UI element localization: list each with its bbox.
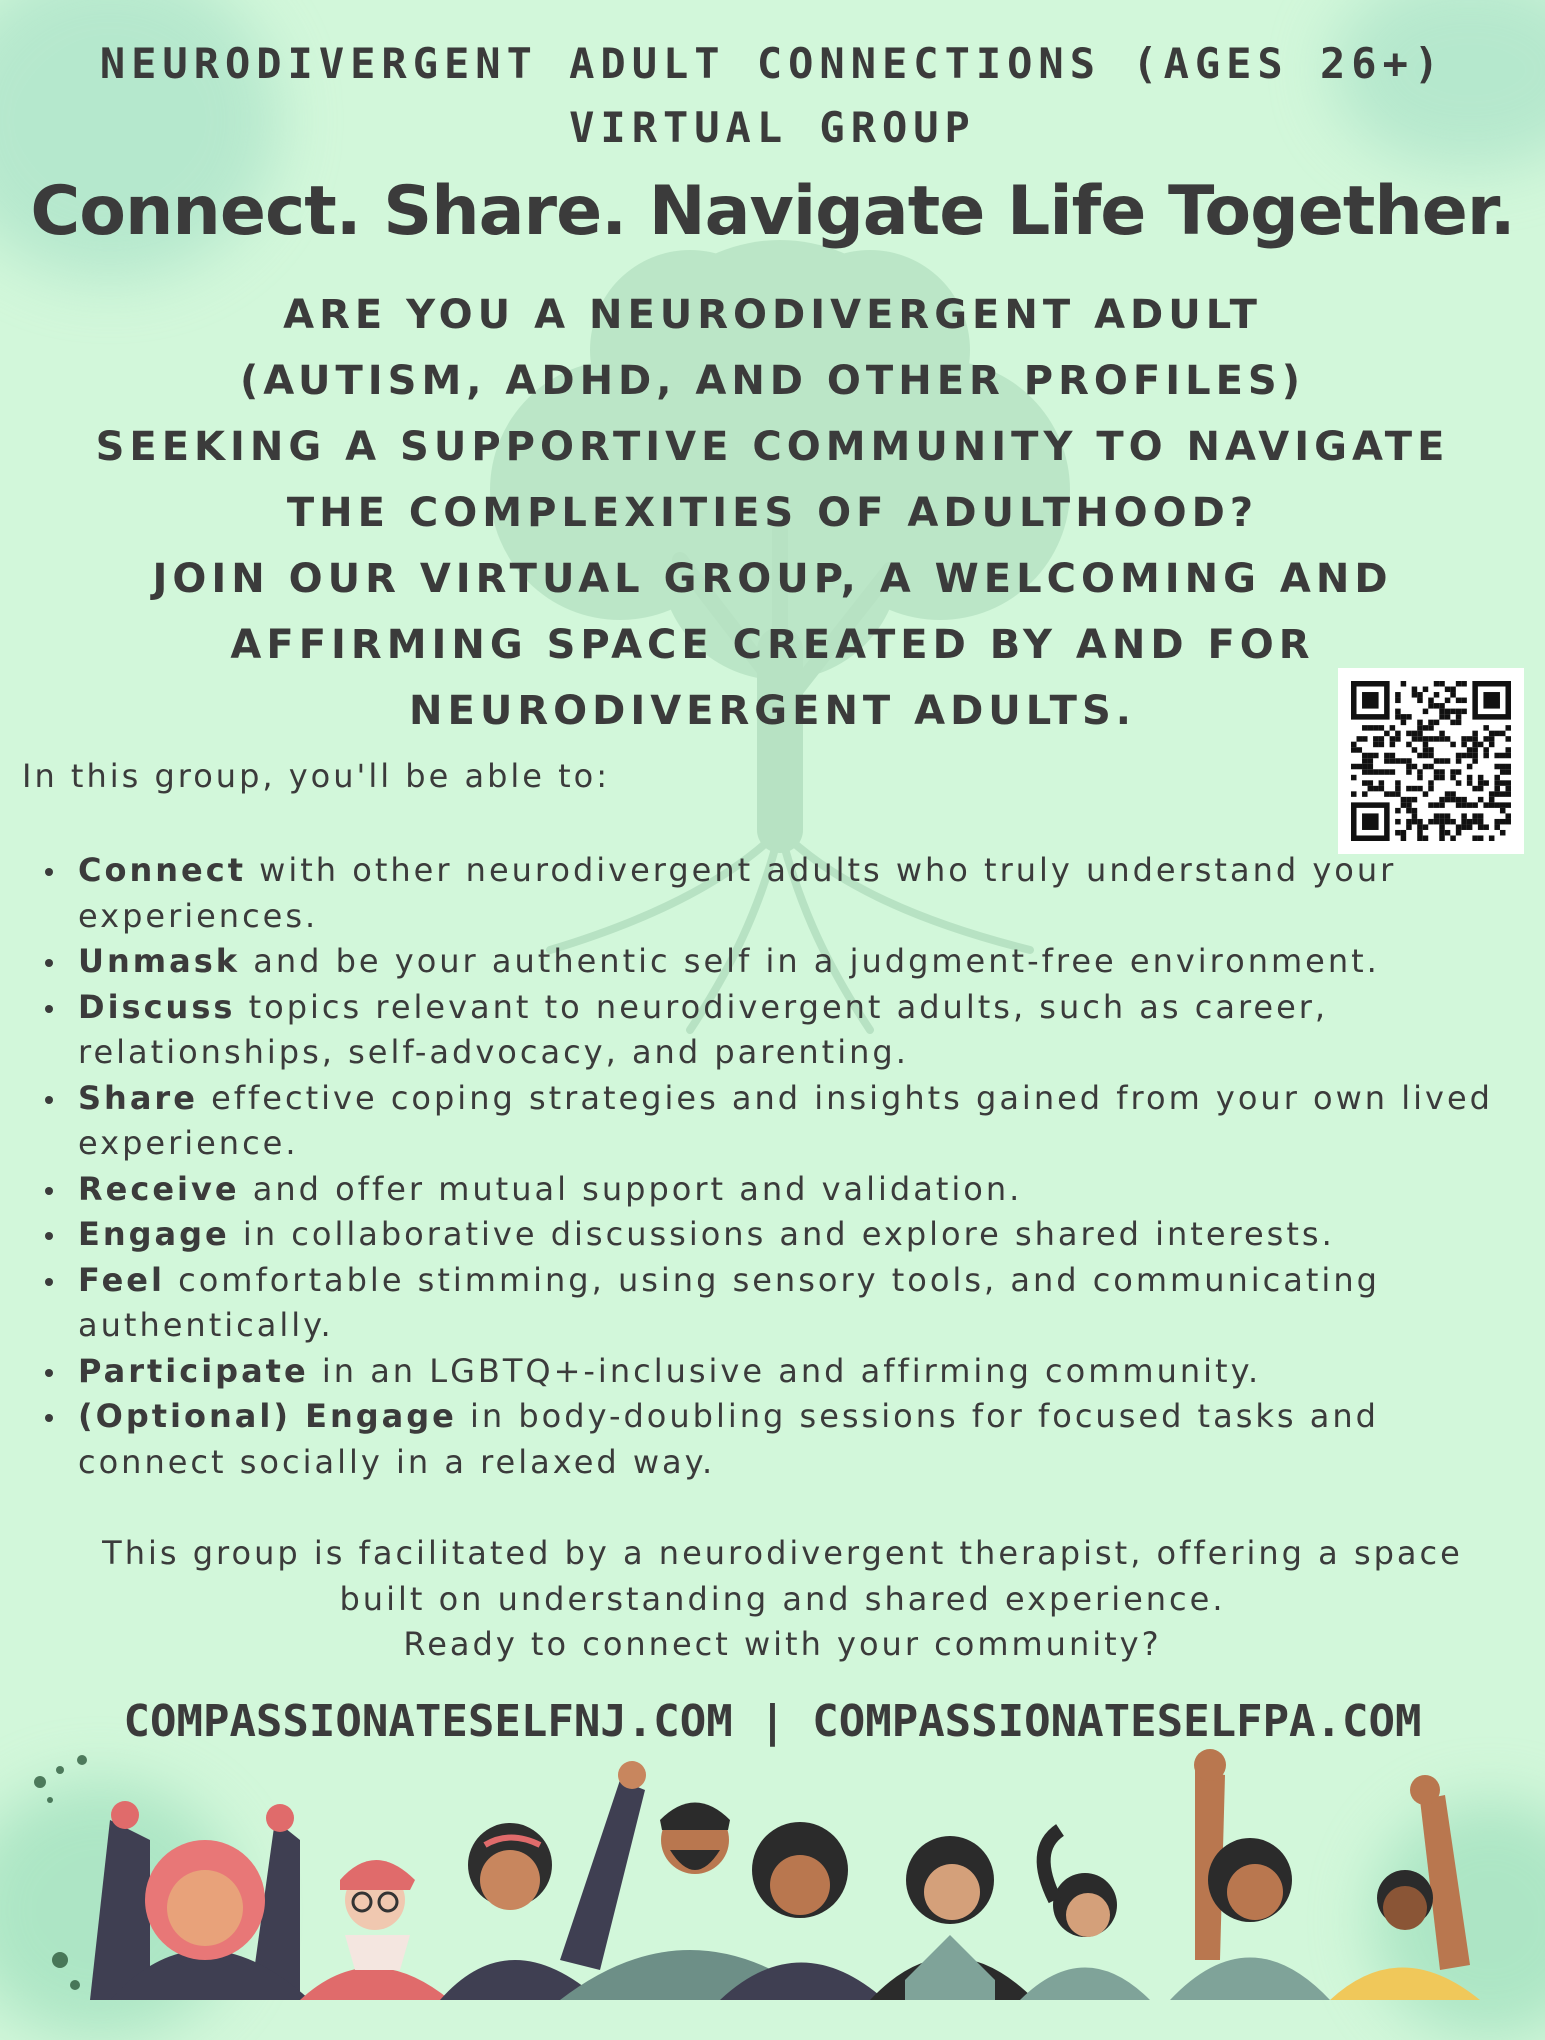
invitation-line: NEURODIVERGENT ADULTS. (409, 688, 1136, 734)
list-item-keyword: Receive (78, 1169, 240, 1208)
list-item-keyword: Participate (78, 1351, 309, 1390)
list-item-text: topics relevant to neurodivergent adults, such as career, relationships, self-advocacy, and parenting. (78, 987, 1329, 1071)
title-line-1: NEURODIVERGENT ADULT CONNECTIONS (AGES 26+) (99, 39, 1446, 88)
benefits-list (78, 848, 1508, 1485)
website-links[interactable]: COMPASSIONATESELFNJ.COM | COMPASSIONATESELFPA.COM (123, 1696, 1422, 1747)
invitation-line: AFFIRMING SPACE CREATED BY AND FOR (230, 622, 1315, 668)
qr-code-icon (1351, 681, 1511, 841)
list-item (78, 1394, 1508, 1485)
list-item (78, 1349, 1508, 1395)
title-line-2: VIRTUAL GROUP (569, 103, 976, 152)
list-item-text: in collaborative discussions and explore shared interests. (229, 1215, 1335, 1253)
tagline: Connect. Share. Navigate Life Together. (30, 172, 1515, 251)
invitation-line: THE COMPLEXITIES OF ADULTHOOD? (286, 490, 1259, 536)
list-item-text: and offer mutual support and validation. (239, 1169, 1023, 1208)
qr-code[interactable] (1338, 668, 1524, 854)
list-item-keyword: Engage (78, 1215, 230, 1253)
page-title (0, 32, 1545, 160)
list-item (78, 1212, 1508, 1258)
list-item (78, 1258, 1508, 1349)
list-item-text: effective coping strategies and insights gained from your own lived experience. (78, 1078, 1493, 1162)
invitation-line: JOIN OUR VIRTUAL GROUP, A WELCOMING AND (152, 556, 1393, 602)
list-item-keyword: Unmask (78, 942, 241, 980)
list-item-keyword: Feel (78, 1260, 165, 1299)
list-item-keyword: Discuss (78, 987, 236, 1026)
list-item-keyword: Connect (78, 851, 246, 889)
list-item-keyword: Share (78, 1078, 198, 1117)
list-item-text: and be your authentic self in a judgment-free environment. (240, 942, 1380, 980)
list-item (78, 1167, 1508, 1213)
closing-line: Ready to connect with your community? (403, 1625, 1162, 1663)
list-item-text: in an LGBTQ+-inclusive and affirming community. (308, 1351, 1262, 1390)
closing-line: built on understanding and shared experience. (339, 1579, 1226, 1618)
list-item (78, 848, 1508, 939)
invitation-text (40, 282, 1505, 744)
list-item-text: comfortable stimming, using sensory tools, and communicating authentically. (78, 1260, 1380, 1344)
people-illustration-icon (0, 1730, 1545, 2000)
closing-line: This group is facilitated by a neurodivergent therapist, offering a space (102, 1534, 1463, 1572)
list-item-keyword: (Optional) Engage (78, 1397, 457, 1435)
invitation-line: SEEKING A SUPPORTIVE COMMUNITY TO NAVIGATE (95, 424, 1450, 470)
list-item (78, 1076, 1508, 1167)
invitation-line: ARE YOU A NEURODIVERGENT ADULT (283, 292, 1262, 338)
list-item (78, 939, 1508, 985)
closing-text (0, 1531, 1545, 1668)
intro-text: In this group, you'll be able to: (22, 757, 611, 795)
list-item (78, 985, 1508, 1076)
list-item-text: with other neurodivergent adults who truly understand your experiences. (78, 851, 1397, 935)
list-item-text: in body-doubling sessions for focused tasks and connect socially in a relaxed way. (78, 1397, 1379, 1481)
invitation-line: (AUTISM, ADHD, AND OTHER PROFILES) (240, 358, 1305, 404)
